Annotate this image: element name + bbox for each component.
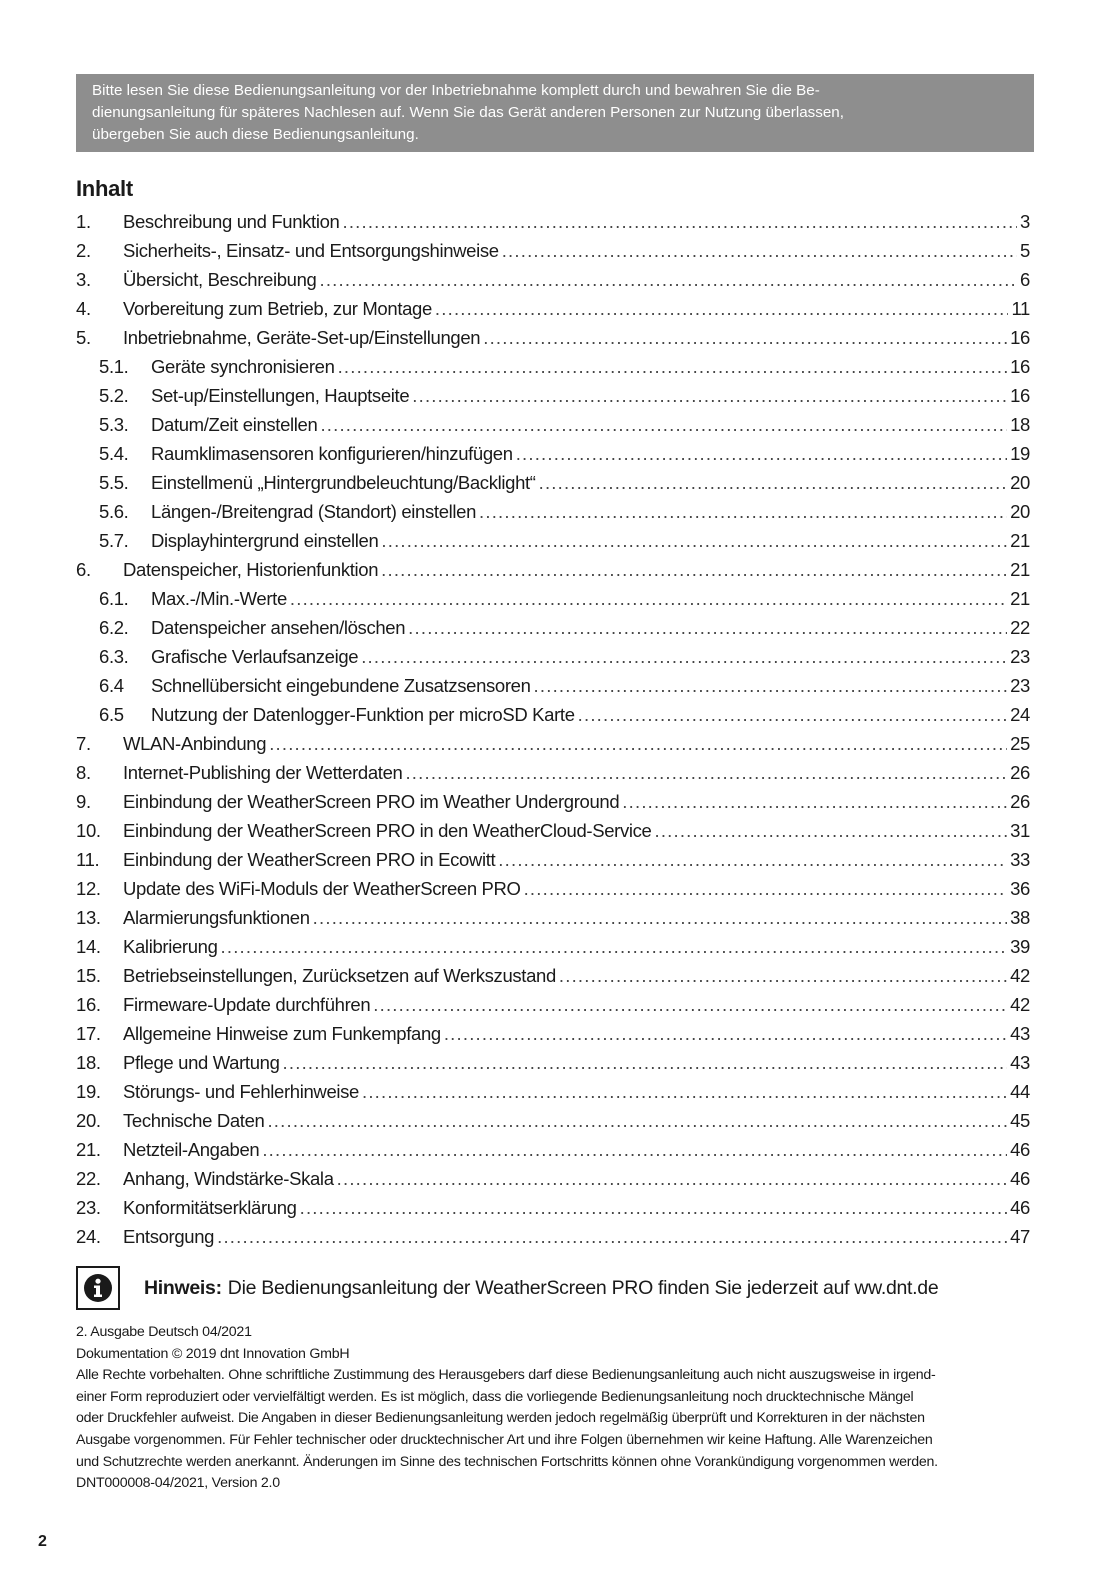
toc-entry-title: Beschreibung und Funktion: [123, 211, 340, 232]
toc-entry-page: 21: [1010, 588, 1030, 609]
toc-entry: [76, 1019, 1030, 1048]
toc-dot-leader: [479, 497, 1007, 526]
toc-dot-leader: [269, 729, 1007, 758]
toc-entry-title: Pflege und Wartung: [123, 1052, 280, 1073]
toc-entry: [76, 1077, 1030, 1106]
toc-entry-page: 22: [1010, 617, 1030, 638]
toc-entry-title: Datenspeicher, Historienfunktion: [123, 559, 379, 580]
toc-dot-leader: [381, 555, 1007, 584]
toc-entry-title: Firmeware-Update durchführen: [123, 994, 371, 1015]
toc-dot-leader: [338, 352, 1008, 381]
toc-entry-page: 46: [1010, 1197, 1030, 1218]
toc-dot-leader: [217, 1222, 1007, 1251]
toc-entry: [76, 1048, 1030, 1077]
toc-dot-leader: [373, 990, 1007, 1019]
toc-dot-leader: [412, 381, 1007, 410]
toc-entry-number: 11.: [76, 849, 100, 870]
document-id: DNT000008-04/2021, Version 2.0: [76, 1475, 280, 1492]
toc-entry-title: Anhang, Windstärke-Skala: [123, 1168, 334, 1189]
toc-entry-number: 8.: [76, 762, 91, 783]
toc-entry: [76, 1106, 1030, 1135]
toc-entry-number: 12.: [76, 878, 101, 899]
toc-entry: [76, 410, 1030, 439]
rights-line: Alle Rechte vorbehalten. Ohne schriftliche Zustimmung des Herausgebers darf diese Bedienungsanleitung auch nicht auszugsweise in irgend-: [76, 1367, 936, 1384]
toc-entry-title: Übersicht, Beschreibung: [123, 269, 317, 290]
toc-entry-page: 16: [1010, 327, 1030, 348]
toc-entry: [76, 555, 1030, 584]
toc-dot-leader: [362, 1077, 1007, 1106]
toc-dot-leader: [262, 1135, 1007, 1164]
toc-entry-title: Kalibrierung: [123, 936, 218, 957]
toc-dot-leader: [320, 265, 1018, 294]
toc-entry-page: 42: [1010, 965, 1030, 986]
toc-dot-leader: [502, 236, 1017, 265]
toc-entry-page: 38: [1010, 907, 1030, 928]
toc-dot-leader: [483, 323, 1007, 352]
toc-dot-leader: [539, 468, 1008, 497]
toc-dot-leader: [498, 845, 1007, 874]
toc-entry-page: 24: [1010, 704, 1030, 725]
toc-entry-number: 6.: [76, 559, 91, 580]
toc-entry-number: 13.: [76, 907, 101, 928]
toc-entry-page: 23: [1010, 646, 1030, 667]
toc-entry: [76, 700, 1030, 729]
toc-entry: [76, 584, 1030, 613]
toc-entry: [76, 874, 1030, 903]
toc-entry-number: 10.: [76, 820, 101, 841]
toc-entry: [76, 932, 1030, 961]
rights-line: und Schutzrechte werden anerkannt. Änderungen im Sinne des technischen Fortschritts können ohne Vorankündigung vorgenommen werden.: [76, 1453, 938, 1470]
toc-entry: [76, 1135, 1030, 1164]
toc-entry-number: 6.3.: [99, 646, 129, 667]
toc-entry-title: Nutzung der Datenlogger-Funktion per microSD Karte: [151, 704, 575, 725]
rights-line: Ausgabe vorgenommen. Für Fehler technischer oder drucktechnischer Art und ihre Folgen übernehmen wir keine Haftung. Alle Warenzeichen: [76, 1431, 933, 1448]
toc-entry-title: Internet-Publishing der Wetterdaten: [123, 762, 403, 783]
imprint: [76, 1322, 1034, 1495]
toc-dot-leader: [337, 1164, 1007, 1193]
toc-entry-page: 43: [1010, 1023, 1030, 1044]
toc-dot-leader: [408, 613, 1007, 642]
toc-entry-title: Betriebseinstellungen, Zurücksetzen auf Werkszustand: [123, 965, 556, 986]
toc-entry-title: Schnellübersicht eingebundene Zusatzsensoren: [151, 675, 531, 696]
toc-entry: [76, 961, 1030, 990]
toc-dot-leader: [534, 671, 1008, 700]
toc-entry-title: Entsorgung: [123, 1226, 215, 1247]
toc-entry: [76, 1222, 1030, 1251]
toc-entry-page: 46: [1010, 1168, 1030, 1189]
toc-dot-leader: [267, 1106, 1007, 1135]
toc-entry-title: Konformitätserklärung: [123, 1197, 297, 1218]
toc-entry-number: 5.7.: [99, 530, 129, 551]
hint-box: [76, 1265, 1034, 1311]
toc-entry-page: 43: [1010, 1052, 1030, 1073]
toc-entry-title: Max.-/Min.-Werte: [151, 588, 287, 609]
hint-text: [144, 1277, 938, 1300]
toc-entry-number: 5.2.: [99, 385, 129, 406]
toc-dot-leader: [221, 932, 1008, 961]
notice-line: übergeben Sie auch diese Bedienungsanleitung.: [92, 126, 419, 143]
toc-dot-leader: [361, 642, 1007, 671]
toc-entry-number: 16.: [76, 994, 101, 1015]
toc-entry-page: 16: [1010, 385, 1030, 406]
toc-entry-page: 44: [1010, 1081, 1030, 1102]
toc-entry-number: 4.: [76, 298, 91, 319]
toc-entry-title: Raumklimasensoren konfigurieren/hinzufügen: [151, 443, 513, 464]
toc-entry: [76, 236, 1030, 265]
toc-entry-number: 15.: [76, 965, 101, 986]
toc-dot-leader: [578, 700, 1007, 729]
toc-entry-number: 20.: [76, 1110, 101, 1131]
toc-entry-page: 6: [1020, 269, 1030, 290]
toc-entry-number: 5.5.: [99, 472, 129, 493]
toc-entry-title: Einbindung der WeatherScreen PRO in Ecowitt: [123, 849, 496, 870]
toc-entry-title: Alarmierungsfunktionen: [123, 907, 310, 928]
toc-entry-number: 5.4.: [99, 443, 129, 464]
toc-entry: [76, 787, 1030, 816]
toc-entry-title: Längen-/Breitengrad (Standort) einstellen: [151, 501, 477, 522]
hint-label: Hinweis:: [144, 1276, 222, 1299]
toc-entry: [76, 816, 1030, 845]
toc-entry: [76, 323, 1030, 352]
toc-entry: [76, 613, 1030, 642]
edition-line: 2. Ausgabe Deutsch 04/2021: [76, 1324, 252, 1340]
toc-entry: [76, 381, 1030, 410]
rights-line: einer Form reproduziert oder vervielfältigt werden. Es ist möglich, dass die vorliegende Bedienungsanleitung noch drucktechnische Mängel: [76, 1388, 914, 1405]
toc-entry: [76, 265, 1030, 294]
toc-dot-leader: [444, 1019, 1007, 1048]
toc-entry-number: 2.: [76, 240, 91, 261]
toc-entry: [76, 294, 1030, 323]
toc-entry-title: WLAN-Anbindung: [123, 733, 267, 754]
toc-dot-leader: [405, 758, 1007, 787]
toc-dot-leader: [516, 439, 1007, 468]
toc-entry: [76, 671, 1030, 700]
hint-message: Die Bedienungsanleitung der WeatherScreen PRO finden Sie jederzeit auf ww.dnt.de: [227, 1276, 939, 1299]
toc-entry-number: 5.6.: [99, 501, 129, 522]
toc-entry-page: 45: [1010, 1110, 1030, 1131]
toc-dot-leader: [622, 787, 1007, 816]
notice-line: dienungsanleitung für späteres Nachlesen auf. Wenn Sie das Gerät anderen Personen zur Nutzung überlassen,: [92, 104, 844, 121]
toc-entry-number: 7.: [76, 733, 91, 754]
toc-entry-title: Inbetriebnahme, Geräte-Set-up/Einstellungen: [123, 327, 481, 348]
toc-entry: [76, 207, 1030, 236]
toc-entry: [76, 758, 1030, 787]
toc-entry-title: Einbindung der WeatherScreen PRO im Weather Underground: [123, 791, 620, 812]
toc-dot-leader: [313, 903, 1007, 932]
toc-entry-number: 6.4: [99, 675, 124, 696]
reading-notice-box: [76, 74, 1034, 152]
toc-entry: [76, 468, 1030, 497]
toc-entry-title: Datenspeicher ansehen/löschen: [151, 617, 406, 638]
toc-dot-leader: [524, 874, 1008, 903]
toc-entry-title: Störungs- und Fehlerhinweise: [123, 1081, 359, 1102]
toc-entry-page: 5: [1020, 240, 1030, 261]
toc-entry-number: 22.: [76, 1168, 101, 1189]
rights-line: oder Druckfehler aufweist. Die Angaben in dieser Bedienungsanleitung werden jedoch regelmäßig überprüft und Korrekturen in der nächsten: [76, 1410, 925, 1427]
toc-entry-page: 21: [1010, 530, 1030, 551]
toc-entry-title: Einstellmenü „Hintergrundbeleuchtung/Backlight“: [151, 472, 536, 493]
toc-entry-number: 5.: [76, 327, 91, 348]
toc-entry-number: 23.: [76, 1197, 101, 1218]
toc-entry-page: 3: [1020, 211, 1030, 232]
toc-entry: [76, 845, 1030, 874]
toc-entry-page: 16: [1010, 356, 1030, 377]
toc-entry-page: 39: [1010, 936, 1030, 957]
toc-entry: [76, 903, 1030, 932]
toc-entry-number: 14.: [76, 936, 101, 957]
toc-entry-title: Einbindung der WeatherScreen PRO in den WeatherCloud-Service: [123, 820, 652, 841]
toc-entry-title: Technische Daten: [123, 1110, 265, 1131]
toc-entry: [76, 352, 1030, 381]
toc-entry-number: 21.: [76, 1139, 101, 1160]
toc-dot-leader: [559, 961, 1007, 990]
toc-entry-page: 42: [1010, 994, 1030, 1015]
toc-entry-page: 21: [1010, 559, 1030, 580]
toc-dot-leader: [342, 207, 1017, 236]
toc-entry-number: 19.: [76, 1081, 101, 1102]
toc-entry-page: 36: [1010, 878, 1030, 899]
toc-entry-number: 6.2.: [99, 617, 129, 638]
toc-entry-number: 5.3.: [99, 414, 129, 435]
toc-entry-title: Sicherheits-, Einsatz- und Entsorgungshinweise: [123, 240, 499, 261]
toc-dot-leader: [300, 1193, 1007, 1222]
toc-entry-number: 6.5: [99, 704, 124, 725]
toc-entry-page: 26: [1010, 791, 1030, 812]
toc-entry: [76, 990, 1030, 1019]
toc-entry-page: 19: [1010, 443, 1030, 464]
toc-entry-number: 3.: [76, 269, 91, 290]
toc-entry-number: 17.: [76, 1023, 101, 1044]
toc-entry-page: 46: [1010, 1139, 1030, 1160]
toc-entry-page: 26: [1010, 762, 1030, 783]
toc-entry-page: 31: [1010, 820, 1030, 841]
toc-entry-page: 47: [1010, 1226, 1030, 1247]
notice-line: Bitte lesen Sie diese Bedienungsanleitung vor der Inbetriebnahme komplett durch und bewahren Sie die Be-: [92, 82, 820, 99]
toc-entry-title: Netzteil-Angaben: [123, 1139, 260, 1160]
toc-entry-title: Geräte synchronisieren: [151, 356, 335, 377]
toc-entry-number: 24.: [76, 1226, 101, 1247]
toc-dot-leader: [654, 816, 1007, 845]
toc-entry-title: Displayhintergrund einstellen: [151, 530, 379, 551]
toc-entry-page: 11: [1011, 298, 1030, 319]
toc-entry-number: 1.: [76, 211, 91, 232]
info-icon: [76, 1266, 120, 1310]
toc-dot-leader: [320, 410, 1007, 439]
toc-entry: [76, 642, 1030, 671]
toc-entry-page: 20: [1010, 501, 1030, 522]
toc-entry-page: 23: [1010, 675, 1030, 696]
page-number: 2: [38, 1533, 47, 1550]
toc-heading: Inhalt: [76, 176, 133, 201]
table-of-contents: [76, 207, 1030, 1251]
toc-entry-number: 9.: [76, 791, 91, 812]
toc-dot-leader: [381, 526, 1007, 555]
toc-dot-leader: [283, 1048, 1008, 1077]
toc-entry-title: Allgemeine Hinweise zum Funkempfang: [123, 1023, 441, 1044]
toc-dot-leader: [435, 294, 1009, 323]
toc-entry-number: 6.1.: [99, 588, 129, 609]
toc-entry-page: 18: [1010, 414, 1030, 435]
toc-entry: [76, 526, 1030, 555]
toc-entry: [76, 439, 1030, 468]
toc-entry: [76, 1164, 1030, 1193]
toc-entry: [76, 729, 1030, 758]
toc-entry: [76, 1193, 1030, 1222]
toc-entry-title: Grafische Verlaufsanzeige: [151, 646, 359, 667]
toc-entry-title: Update des WiFi-Moduls der WeatherScreen PRO: [123, 878, 521, 899]
toc-entry-title: Datum/Zeit einstellen: [151, 414, 318, 435]
documentation-line: Dokumentation © 2019 dnt Innovation GmbH: [76, 1345, 350, 1362]
toc-entry-number: 18.: [76, 1052, 101, 1073]
toc-entry-number: 5.1.: [99, 356, 129, 377]
toc-entry-page: 25: [1010, 733, 1030, 754]
toc-entry-page: 33: [1010, 849, 1030, 870]
toc-entry-title: Vorbereitung zum Betrieb, zur Montage: [123, 298, 432, 319]
toc-entry-page: 20: [1010, 472, 1030, 493]
toc-entry: [76, 497, 1030, 526]
toc-dot-leader: [290, 584, 1007, 613]
toc-entry-title: Set-up/Einstellungen, Hauptseite: [151, 385, 410, 406]
